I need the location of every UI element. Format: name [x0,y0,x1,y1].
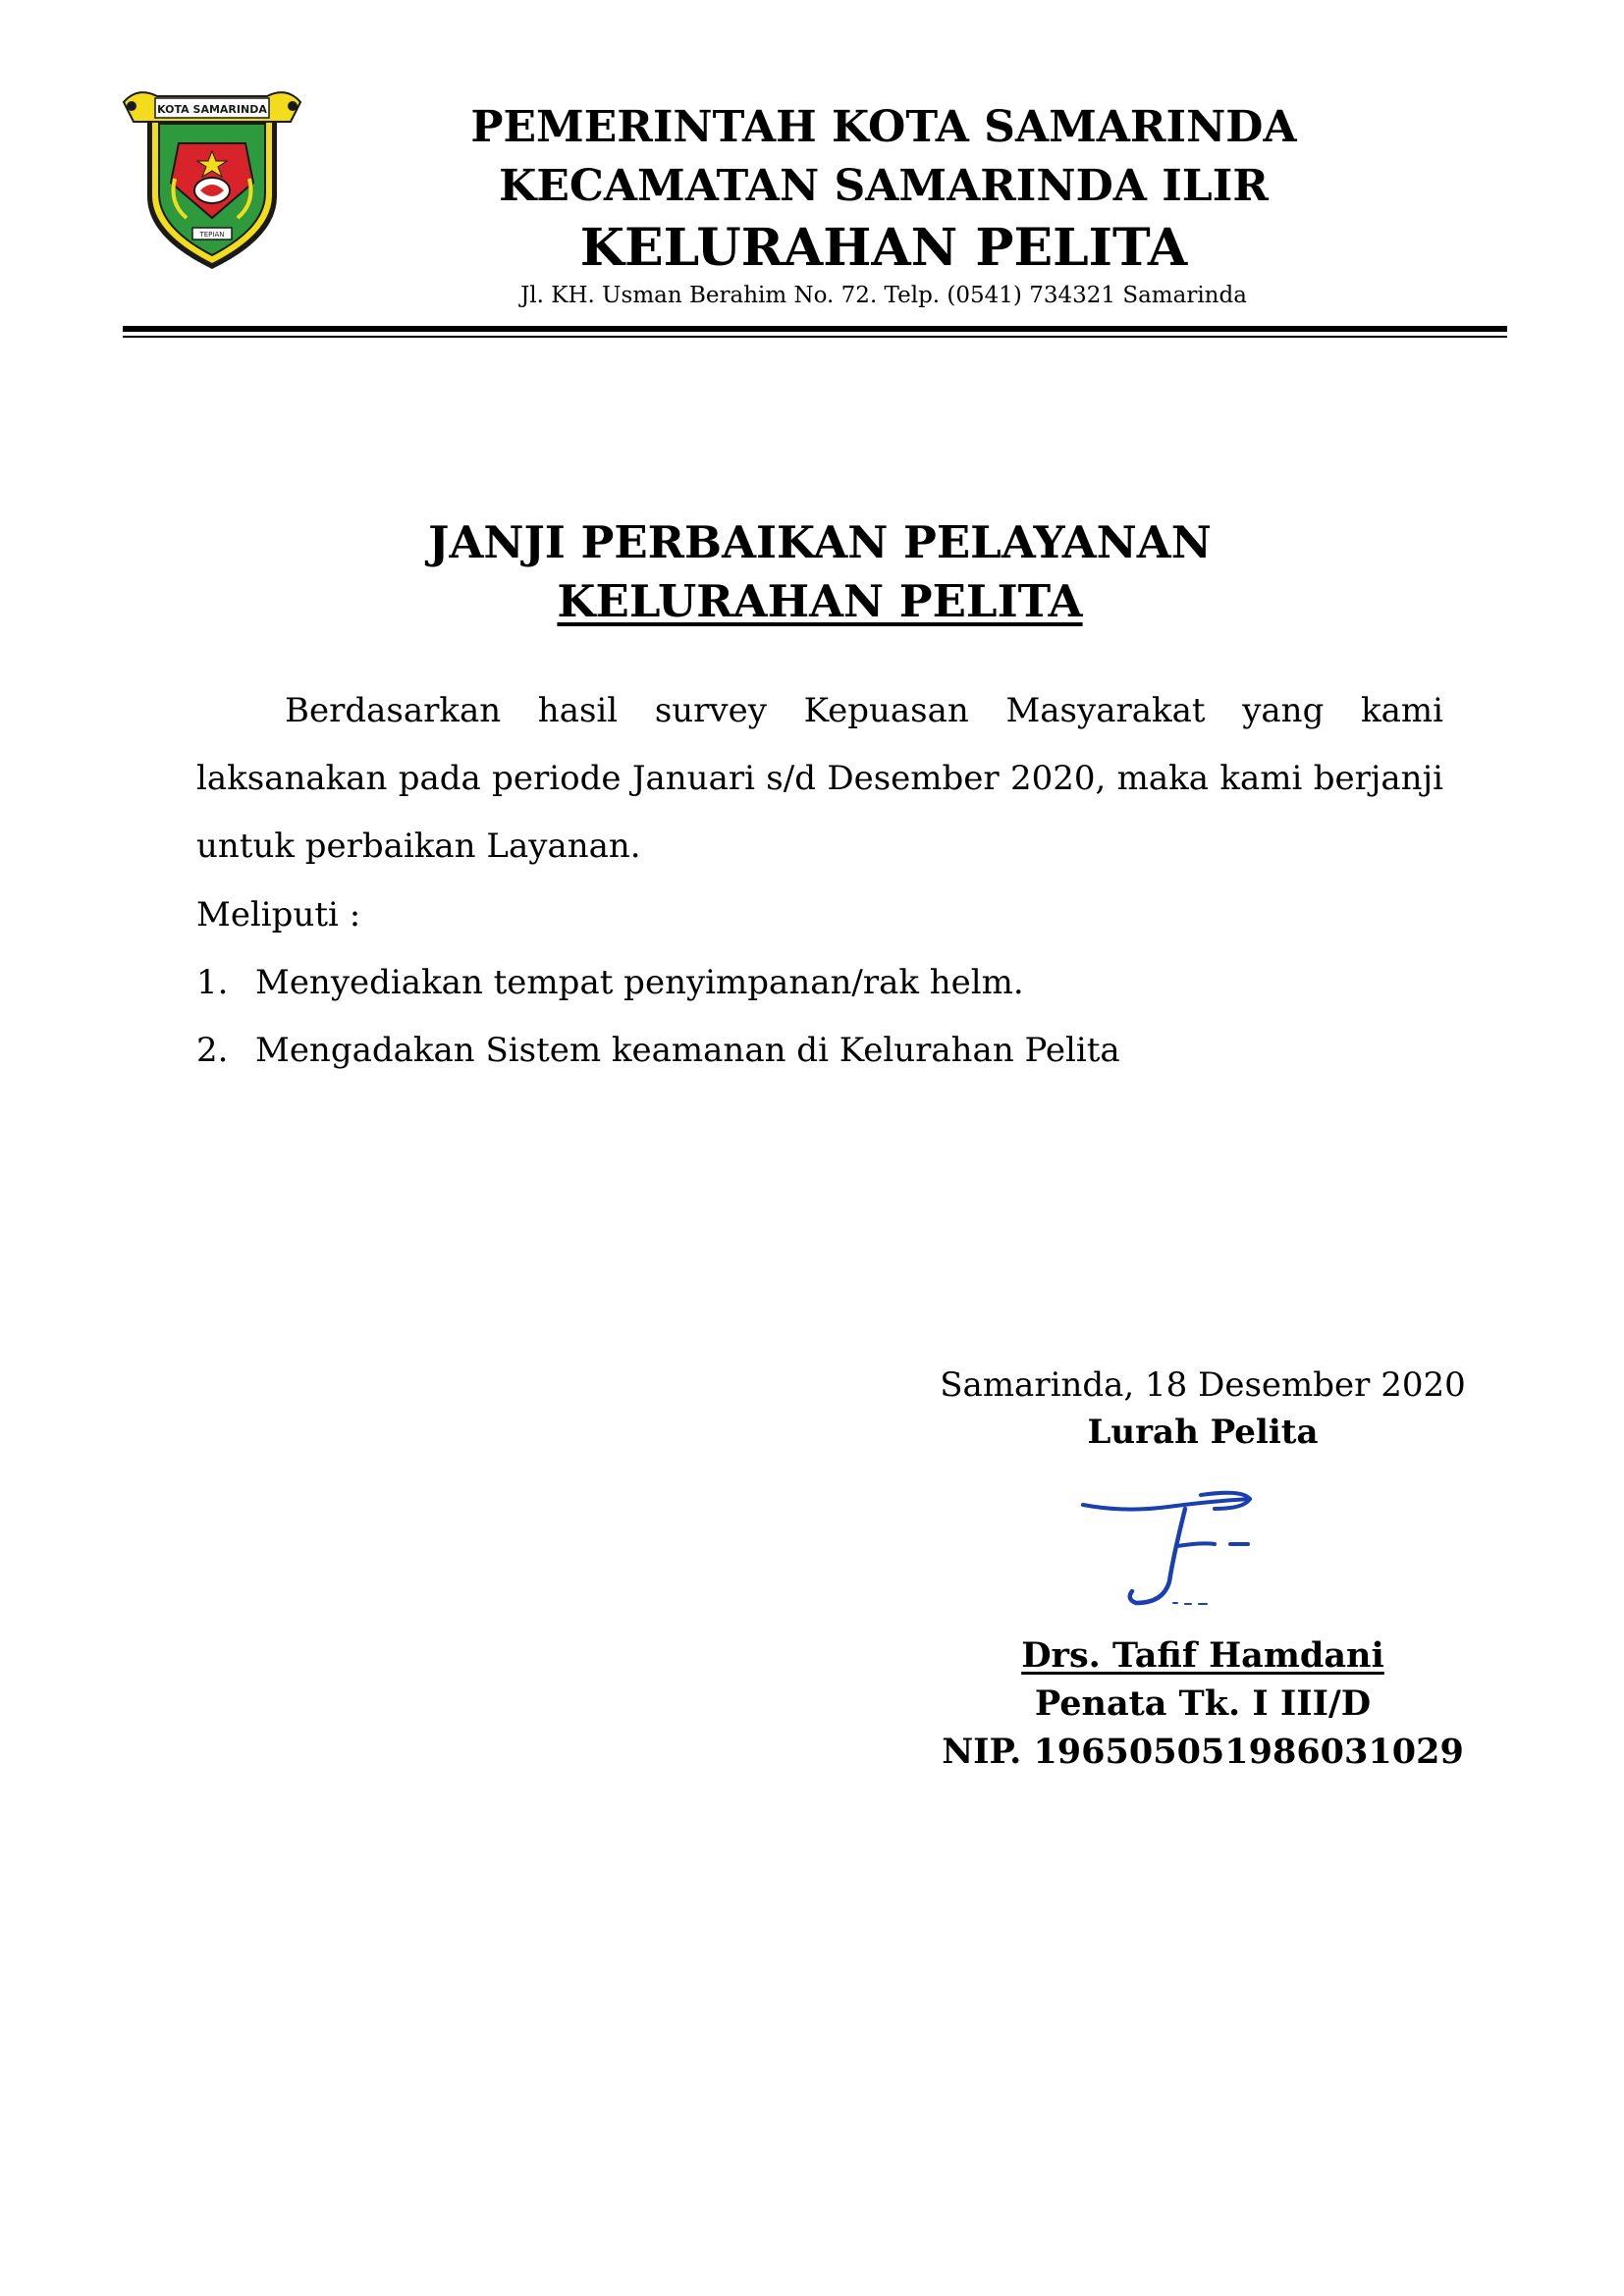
letterhead-village: KELURAHAN PELITA [579,218,1188,278]
list-item-text: Mengadakan Sistem keamanan di Kelurahan Pelita [255,1031,1120,1070]
list-intro: Meliputi : [196,895,361,934]
signature-place-date: Samarinda, 18 Desember 2020 [940,1365,1466,1405]
letterhead-address: Jl. KH. Usman Berahim No. 72. Telp. (0541) 734321 Samarinda [520,283,1247,308]
logo-banner-text: KOTA SAMARINDA [157,103,267,116]
list-item-text: Menyediakan tempat penyimpanan/rak helm. [255,963,1024,1002]
signatory-rank: Penata Tk. I III/D [1034,1683,1372,1724]
signatory-name: Drs. Tafif Hamdani [1021,1635,1384,1676]
list-item-number: 1. [196,963,229,1002]
letterhead-district: KECAMATAN SAMARINDA ILIR [499,161,1269,211]
logo-motto: TEPIAN [199,231,225,239]
signatory-nip: NIP. 196505051986031029 [942,1732,1464,1772]
signature-role: Lurah Pelita [1087,1413,1319,1452]
document-title: JANJI PERBAIKAN PELAYANAN [428,516,1212,568]
letterhead-divider-thin [123,336,1507,338]
list-item [196,1017,1443,1085]
samarinda-coat-of-arms-logo [118,80,306,273]
handwritten-signature [1075,1487,1262,1615]
document-subtitle: KELURAHAN PELITA [557,575,1083,627]
letterhead-divider-thick [123,326,1507,332]
letterhead-government: PEMERINTAH KOTA SAMARINDA [470,102,1297,152]
list-item-number: 2. [196,1031,229,1070]
list-item [196,949,1443,1017]
body-paragraph: Berdasarkan hasil survey Kepuasan Masyarakat yang kami laksanakan pada periode Januari s/d Desember 2020, maka kami berjanji untuk perbaikan Layanan. [196,691,1443,866]
